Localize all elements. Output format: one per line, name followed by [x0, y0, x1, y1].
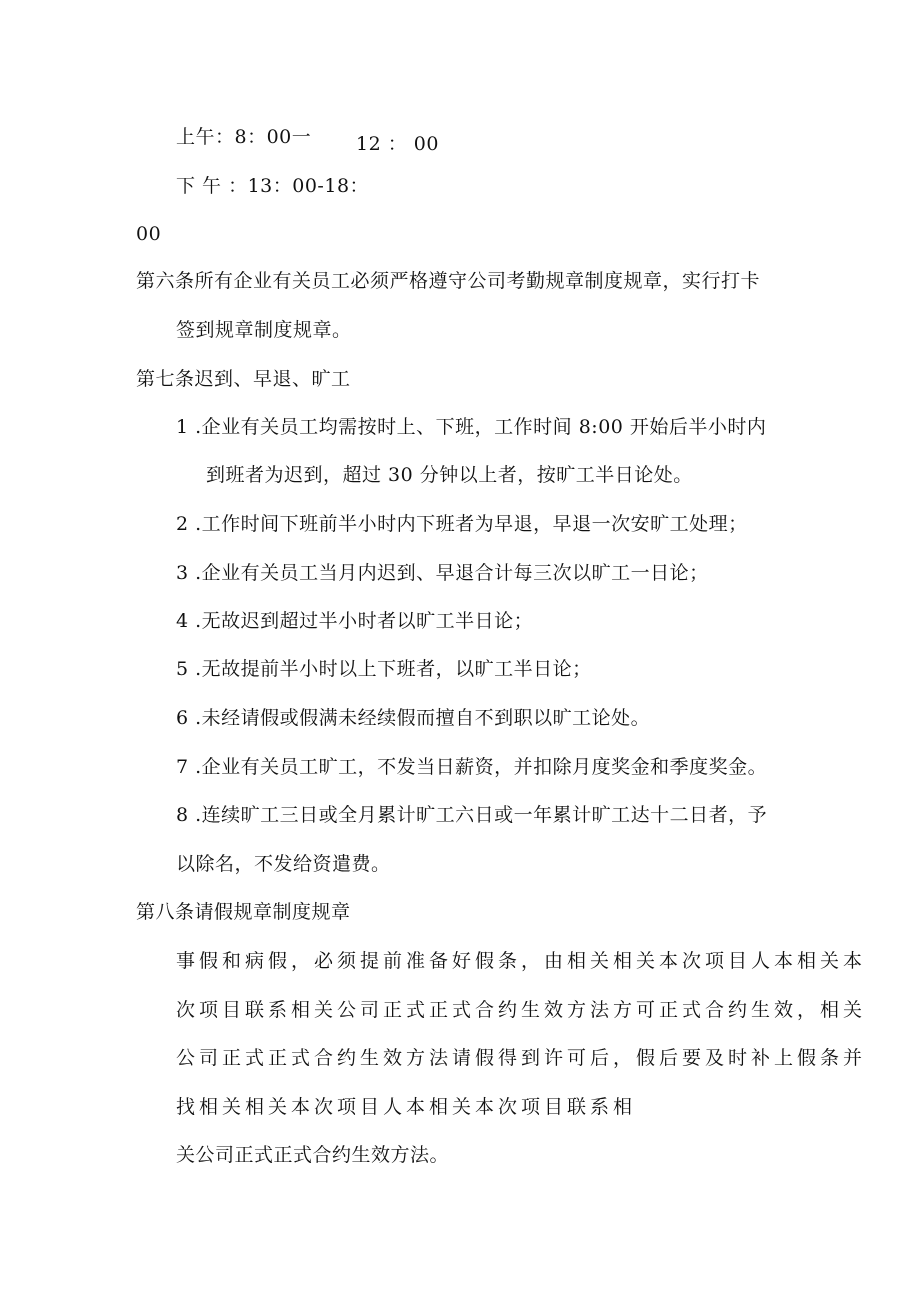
schedule-morning-start: 上午：8：00一: [176, 126, 312, 148]
article7-heading: 第七条迟到、早退、旷工: [136, 368, 351, 390]
schedule-afternoon: 下 午 ：13：00-18：: [176, 175, 370, 197]
article8-heading: 第八条请假规章制度规章: [136, 901, 351, 923]
article8-line2: 次项目联系相关公司正式正式合约生效方法方可正式合约生效，相关: [176, 999, 867, 1021]
article7-item1-line1: 1 .企业有关员工均需按时上、下班，工作时间 8:00 开始后半小时内: [176, 416, 767, 438]
article6-line2: 签到规章制度规章。: [176, 319, 352, 341]
article8-line3: 公司正式正式合约生效方法请假得到许可后，假后要及时补上假条并: [176, 1047, 867, 1069]
article7-item5: 5 .无故提前半小时以上下班者，以旷工半日论；: [176, 658, 592, 680]
article7-item8-line2: 以除名，不发给资遣费。: [176, 853, 391, 875]
schedule-afternoon-continued: 00: [136, 223, 162, 245]
article8-line4: 找相关相关本次项目人本相关本次项目联系相: [176, 1096, 637, 1118]
article8-line5: 关公司正式正式合约生效方法。: [176, 1144, 450, 1166]
article8-line1: 事假和病假，必须提前准备好假条，由相关相关本次项目人本相关本: [176, 950, 867, 972]
article7-item2: 2 .工作时间下班前半小时内下班者为早退，早退一次安旷工处理；: [176, 513, 748, 535]
article7-item6: 6 .未经请假或假满未经续假而擅自不到职以旷工论处。: [176, 707, 651, 729]
article7-item8-line1: 8 .连续旷工三日或全月累计旷工六日或一年累计旷工达十二日者，予: [176, 804, 768, 826]
article7-item7: 7 .企业有关员工旷工，不发当日薪资，并扣除月度奖金和季度奖金。: [176, 756, 768, 778]
article7-item4: 4 .无故迟到超过半小时者以旷工半日论；: [176, 610, 534, 632]
article6-line1: 第六条所有企业有关员工必须严格遵守公司考勤规章制度规章，实行打卡: [136, 270, 761, 292]
article7-item3: 3 .企业有关员工当月内迟到、早退合计每三次以旷工一日论；: [176, 562, 709, 584]
article7-item1-line2: 到班者为迟到，超过 30 分钟以上者，按旷工半日论处。: [206, 464, 693, 486]
schedule-morning-end: 12 ： 00: [356, 133, 439, 155]
